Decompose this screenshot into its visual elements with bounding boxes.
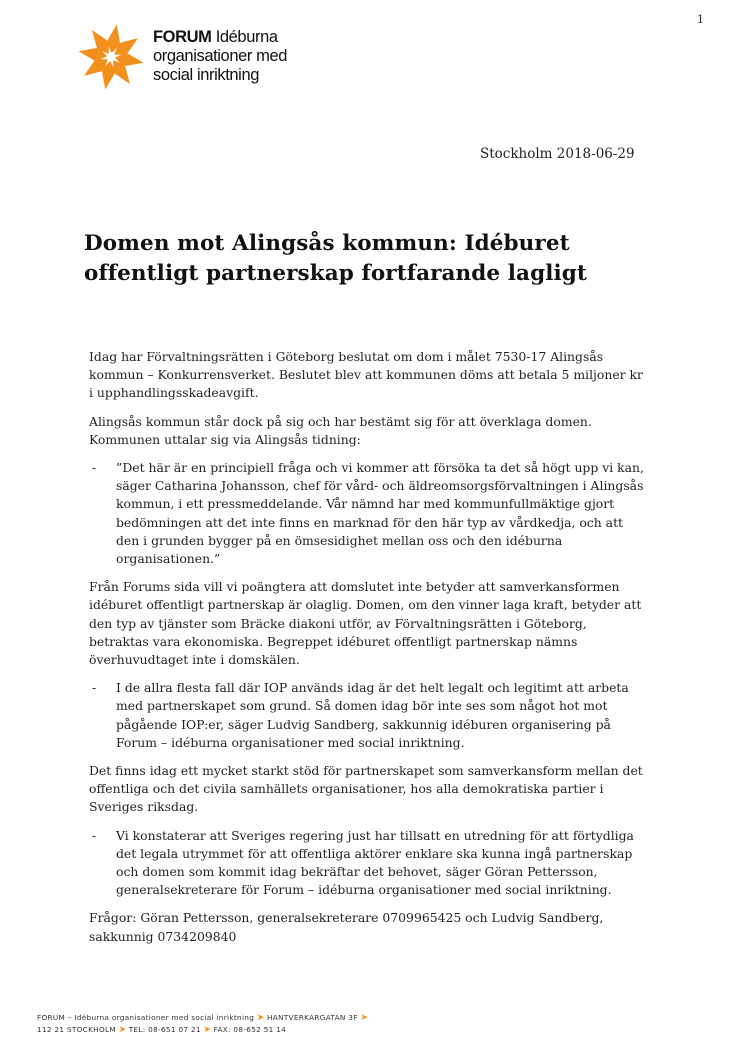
paragraph-2: Alingsås kommun står dock på sig och har bestämt sig för att överklaga domen. Kommunen uttalar sig via Alingsås tidning: <box>89 413 592 447</box>
page-title: Domen mot Alingsås kommun: Idéburet offentligt partnerskap fortfarande lagligt <box>84 231 587 286</box>
contact-paragraph: Frågor: Göran Pettersson, generalsekreterare 0709965425 och Ludvig Sandberg, sakkunnig 0734209840 <box>89 910 604 944</box>
arrow-icon: ➤ <box>203 1025 212 1035</box>
body-text <box>89 348 649 956</box>
quote-bullet-1 <box>89 459 649 568</box>
quote-bullet-2 <box>89 679 649 752</box>
logo-brand: FORUM <box>153 28 212 46</box>
forum-star-logo <box>76 22 146 92</box>
paragraph-1: Idag har Förvaltningsrätten i Göteborg beslutat om dom i målet 7530-17 Alingsås kommun – Konkurrensverket. Beslutet blev att kommunen döms att betala 5 miljoner kr i upphandlingsskadeavgift. <box>89 349 643 401</box>
paragraph-3: Från Forums sida vill vi poängtera att domslutet inte betyder att samverkansformen idéburet offentligt partnerskap är olaglig. Domen, om den vinner laga kraft, betyder att den typ av tjänster som Bräcke diakoni utför, av Förvaltningsrätten i Göteborg, betraktas vara ekonomiska. Begreppet idéburet offentligt partnerskap nämns överhuvudtaget inte i domskälen. <box>89 579 642 668</box>
page-number: 1 <box>697 13 704 26</box>
quote-bullet-3 <box>89 827 649 900</box>
logo-line3: social inriktning <box>153 66 260 84</box>
bullet-dash: - <box>92 460 97 476</box>
arrow-icon: ➤ <box>118 1025 127 1035</box>
logo-line1: Idéburna <box>215 28 278 46</box>
bullet-text-3: Vi konstaterar att Sveriges regering just har tillsatt en utredning för att förtydliga det legala utrymmet för att offentliga aktörer enklare ska kunna ingå partnerskap och domen som kommit idag bekräftar det behovet, säger Göran Pettersson, generalsekreterare för Forum – idéburna organisationer med social inriktning. <box>116 827 634 898</box>
bullet-text-1: ”Det här är en principiell fråga och vi kommer att försöka ta det så högt upp vi kan, säger Catharina Johansson, chef för vård- och äldreomsorgsförvaltningen i Alingsås kommun, i ett pressmeddelande. Vår nämnd har med kommunfullmäktige gjort bedömningen att det inte finns en marknad för den här typ av vårdkedja, och att den i grunden bygger på en ömsesidighet mellan oss och den idéburna organisationen.” <box>116 460 644 567</box>
bullet-dash: - <box>92 680 97 696</box>
dateline: Stockholm 2018-06-29 <box>480 146 635 162</box>
footer-city: 112 21 STOCKHOLM <box>37 1025 116 1034</box>
arrow-icon: ➤ <box>256 1013 265 1023</box>
footer-org: FORUM – Idéburna organisationer med social inriktning <box>37 1013 255 1022</box>
paragraph-4: Det finns idag ett mycket starkt stöd för partnerskapet som samverkansform mellan det offentliga och det civila samhällets organisationer, hos alla demokratiska partier i Sveriges riksdag. <box>89 763 643 815</box>
footer-fax: FAX: 08-652 51 14 <box>213 1025 287 1034</box>
bullet-dash: - <box>92 827 97 843</box>
arrow-icon: ➤ <box>360 1013 368 1023</box>
logo-line2: organisationer med <box>153 47 288 65</box>
footer-tel: TEL: 08-651 07 21 <box>128 1025 201 1034</box>
logo-text <box>153 28 287 85</box>
footer-street: HANTVERKARGATAN 3F <box>266 1013 358 1022</box>
footer <box>37 1012 368 1036</box>
bullet-text-2: I de allra flesta fall där IOP används idag är det helt legalt och legitimt att arbeta med partnerskapet som grund. Så domen idag bör inte ses som något hot mot pågående IOP:er, säger Ludvig Sandberg, sakkunnig idéburen organisering på Forum – idéburna organisationer med social inriktning. <box>116 680 629 750</box>
